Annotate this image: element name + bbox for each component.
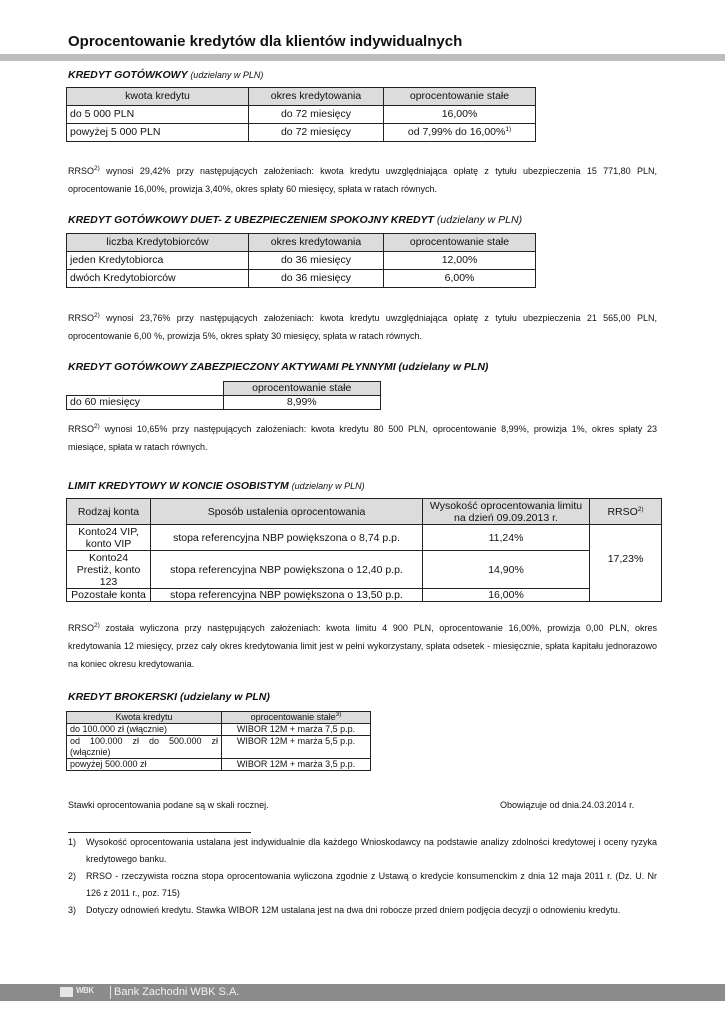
table-cell: powyżej 5 000 PLN [67, 124, 249, 142]
table-kredyt-zabezpieczony [66, 381, 381, 410]
table-row [67, 124, 536, 142]
bank-name: Bank Zachodni WBK S.A. [114, 986, 240, 998]
table-cell: do 72 miesięcy [249, 124, 384, 142]
table-row [67, 589, 662, 602]
section-title-text: KREDYT GOTÓWKOWY [68, 69, 188, 81]
table-cell: 14,90% [423, 551, 590, 589]
table-cell: stopa referencyjna NBP powiększona o 8,74 p.p. [151, 525, 423, 551]
footnote-ref: 3) [335, 711, 342, 718]
table-cell: WIBOR 12M + marża 7,5 p.p. [222, 724, 371, 736]
footnote-text: Dotyczy odnowień kredytu. Stawka WIBOR 12M ustalana jest na dwa dni robocze przed dniem podjęcia decyzji o odnowieniu kredytu. [86, 905, 621, 915]
column-header: oprocentowanie stałe [223, 382, 381, 396]
section-title-kredyt-gotowkowy [68, 69, 263, 81]
rate-header: oprocentowanie stałe [250, 712, 336, 722]
column-header: Kwota kredytu [67, 712, 222, 724]
table-cell: do 36 miesięcy [249, 252, 384, 270]
column-header [590, 499, 662, 525]
bank-logo: WBK [76, 986, 94, 995]
rrso-note [68, 619, 657, 673]
rrso-note [68, 162, 657, 198]
footnote-number: 2) [68, 871, 77, 881]
table-limit-kredytowy [66, 498, 662, 602]
rrso-label: RRSO [68, 313, 95, 323]
rrso-note [68, 309, 657, 345]
column-header: kwota kredytu [67, 88, 249, 106]
footnote [68, 902, 657, 919]
footnote-divider [68, 832, 251, 833]
section-title-text: KREDYT GOTÓWKOWY DUET- Z UBEZPIECZENIEM SPOKOJNY KREDYT [68, 214, 434, 226]
table-kredyt-duet [66, 233, 536, 288]
section-title-kredyt-duet [68, 214, 522, 226]
table-cell: stopa referencyjna NBP powiększona o 13,50 p.p. [151, 589, 423, 602]
table-cell: do 5 000 PLN [67, 106, 249, 124]
section-title-text: LIMIT KREDYTOWY W KONCIE OSOBISTYM [68, 480, 289, 492]
table-row [67, 736, 371, 759]
column-header: Rodzaj konta [67, 499, 151, 525]
table-cell: 16,00% [423, 589, 590, 602]
table-cell: 8,99% [223, 396, 381, 410]
footnote-text: RRSO - rzeczywista roczna stopa oprocentowania wyliczona zgodnie z Ustawą o kredycie konsumenckim z dnia 12 maja 2011 r. (Dz. U. Nr 126 z 2011 r., poz. 715) [86, 871, 657, 898]
logo-separator [110, 986, 111, 999]
rrso-text: wynosi 10,65% przy następujących założeniach: kwota kredytu 80 500 PLN, oprocentowanie 8,99%, prowizja 1%, okres spłaty 23 miesiące, spłata w ratach równych. [68, 424, 657, 452]
column-header: okres kredytowania [249, 234, 384, 252]
effective-date: Obowiązuje od dnia.24.03.2014 r. [500, 800, 635, 810]
footnote [68, 868, 657, 902]
table-row [67, 525, 662, 551]
table-row [67, 396, 381, 410]
table-cell: powyżej 500.000 zł [67, 759, 222, 771]
table-cell: jeden Kredytobiorca [67, 252, 249, 270]
table-cell [384, 124, 536, 142]
section-subtitle: (udzielany w PLN) [291, 481, 365, 491]
rrso-value: 17,23% [590, 525, 662, 602]
footnote-ref: 2) [94, 165, 100, 172]
bank-logo-icon [60, 987, 73, 997]
footnote-ref: 2) [637, 505, 644, 513]
footnote-ref: 1) [505, 126, 512, 133]
rrso-label: RRSO [68, 623, 95, 633]
section-subtitle: (udzielany w PLN) [436, 214, 523, 226]
footnote-ref: 2) [94, 312, 100, 319]
empty-cell [67, 382, 224, 396]
page-title: Oprocentowanie kredytów dla klientów indywidualnych [68, 33, 463, 50]
rrso-label: RRSO [68, 424, 95, 434]
table-cell: Konto24 VIP, konto VIP [67, 525, 151, 551]
column-header: Sposób ustalenia oprocentowania [151, 499, 423, 525]
table-row [67, 759, 371, 771]
table-cell: 12,00% [384, 252, 536, 270]
footnote-number: 3) [68, 905, 77, 915]
table-cell: 16,00% [384, 106, 536, 124]
table-cell: Pozostałe konta [67, 589, 151, 602]
section-title-kredyt-brokerski [68, 691, 270, 703]
table-cell: do 36 miesięcy [249, 270, 384, 288]
table-cell: stopa referencyjna NBP powiększona o 12,40 p.p. [151, 551, 423, 589]
table-cell: do 72 miesięcy [249, 106, 384, 124]
column-header: liczba Kredytobiorców [67, 234, 249, 252]
section-title-limit-kredytowy [68, 480, 365, 492]
table-cell: 11,24% [423, 525, 590, 551]
footnote-number: 1) [68, 837, 77, 847]
footer-bar [0, 984, 725, 1001]
table-row [67, 270, 536, 288]
column-header: oprocentowanie stałe [384, 234, 536, 252]
rate-value: od 7,99% do 16,00% [407, 126, 506, 138]
table-row [67, 252, 536, 270]
table-cell: do 60 miesięcy [67, 396, 224, 410]
table-cell: do 100.000 zł (włącznie) [67, 724, 222, 736]
table-cell: dwóch Kredytobiorców [67, 270, 249, 288]
table-kredyt-gotowkowy [66, 87, 536, 142]
footnote-text: Wysokość oprocentowania ustalana jest indywidualnie dla każdego Wnioskodawcy na podstawie analizy zdolności kredytowej i oceny ryzyka kredytowego banku. [86, 837, 657, 864]
table-kredyt-brokerski [66, 711, 371, 771]
table-row [67, 724, 371, 736]
table-cell: 6,00% [384, 270, 536, 288]
rrso-label: RRSO [68, 166, 95, 176]
footnote-ref: 2) [94, 423, 100, 430]
table-cell: Konto24 Prestiż, konto 123 [67, 551, 151, 589]
rrso-header: RRSO [607, 505, 638, 518]
table-cell: WIBOR 12M + marża 3,5 p.p. [222, 759, 371, 771]
column-header: Wysokość oprocentowania limitu na dzień 09.09.2013 r. [423, 499, 590, 525]
table-row [67, 106, 536, 124]
section-subtitle: (udzielany w PLN) [190, 70, 264, 80]
footnote [68, 834, 657, 868]
footnote-ref: 2) [94, 622, 100, 629]
column-header: oprocentowanie stałe [384, 88, 536, 106]
table-cell: od 100.000 zł do 500.000 zł (włącznie) [67, 736, 222, 759]
section-title-text: KREDYT BROKERSKI (udzielany w PLN) [68, 691, 270, 703]
rates-info: Stawki oprocentowania podane są w skali rocznej. [68, 800, 269, 810]
column-header [222, 712, 371, 724]
section-title-text: KREDYT GOTÓWKOWY ZABEZPIECZONY AKTYWAMI PŁYNNYMI (udzielany w PLN) [68, 361, 489, 373]
rrso-text: wynosi 23,76% przy następujących założeniach: kwota kredytu uwzględniająca opłatę z tytułu ubezpieczenia 21 565,00 PLN, oprocentowanie 6,00 %, prowizja 5%, okres spłaty 30 miesięcy, spłata w ratach równych. [68, 313, 657, 341]
rrso-note [68, 420, 657, 456]
table-cell: WIBOR 12M + marża 5,5 p.p. [222, 736, 371, 759]
column-header: okres kredytowania [249, 88, 384, 106]
rrso-text: wynosi 29,42% przy następujących założeniach: kwota kredytu uwzględniająca opłatę z tytułu ubezpieczenia 15 771,80 PLN, oprocentowanie 16,00%, prowizja 3,40%, okres spłaty 60 miesięcy, spłata w ratach równych. [68, 166, 657, 194]
table-row [67, 551, 662, 589]
title-divider [0, 54, 725, 61]
section-title-kredyt-zabezpieczony [68, 361, 488, 373]
rrso-text: została wyliczona przy następujących założeniach: kwota limitu 4 900 PLN, oprocentowanie 16,00%, prowizja 0,00 PLN, okres kredytowania 12 miesięcy, przez cały okres kredytowania limit jest w pełni wykorzystany, spłata odsetek - miesięcznie, spłata kapitału jednorazowo na koniec okresu kredytowania. [68, 623, 657, 669]
